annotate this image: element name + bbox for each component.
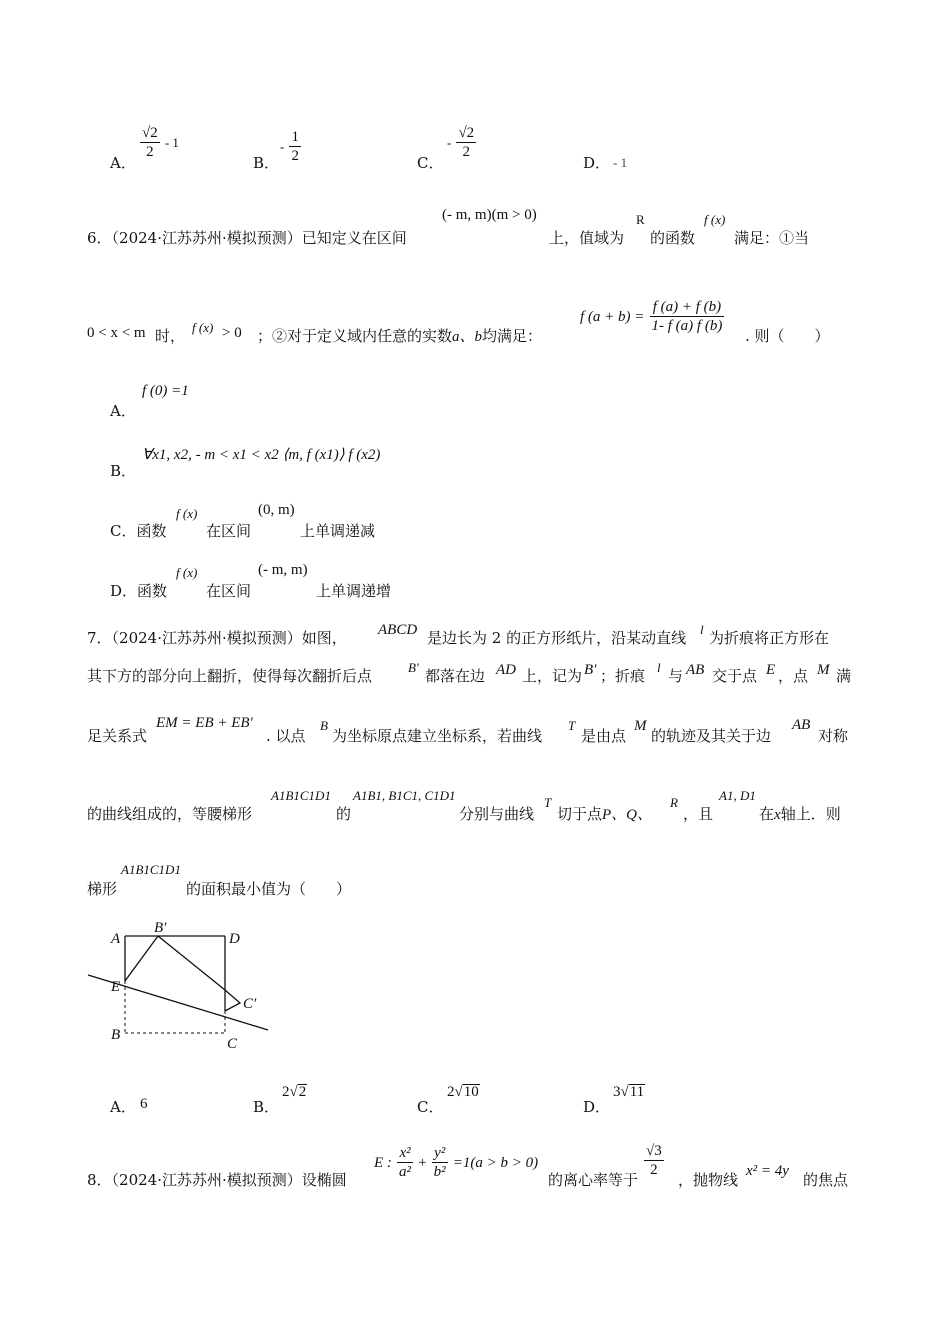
q7-trap2: A1B1C1D1 [121, 862, 181, 877]
q7-l2d: ；折痕 [600, 667, 646, 685]
label-c: C [227, 1036, 238, 1052]
q7-e: E [766, 662, 776, 678]
q6-option-a-label: A． [110, 402, 136, 420]
label-d: D [229, 931, 240, 947]
q7-l2: l [657, 660, 661, 675]
label-a: A [111, 931, 121, 947]
q6-option-b-label: B． [110, 462, 137, 480]
q5-option-c-value: - $\frac{√2}{2}$ [447, 125, 475, 160]
q5-option-a-value: $\frac{√2}{2}$ - 1 [142, 125, 179, 160]
q7-l4e: ，且 [683, 805, 714, 823]
q6-text5: 时， [155, 327, 186, 345]
q7-l3d: 是由点 [581, 727, 627, 745]
q7-ad: AD [496, 662, 516, 678]
q7-option-c: 2√10 [447, 1084, 479, 1100]
q7-option-b: 2√2 [282, 1084, 307, 1100]
q5-option-a-label: A． [110, 154, 136, 172]
edge-cprime [225, 990, 240, 1011]
q7-l2e: 与 [668, 667, 684, 685]
q6-interval: (- m, m)(m > 0) [442, 207, 537, 223]
q7-option-c-label: C． [417, 1098, 444, 1116]
q7-relation: EM = EB + EB′ [156, 715, 253, 731]
q7-l4a: 的曲线组成的，等腰梯形 [87, 805, 253, 823]
q7-t: T [568, 718, 576, 733]
q7-bprime: B′ [408, 660, 419, 675]
edge-bprime-cprime-a [158, 936, 225, 990]
q7-l1c: 为折痕将正方形在 [709, 629, 830, 647]
q5-option-d-value: - 1 [613, 155, 628, 170]
q7-l4b: 的 [336, 805, 352, 823]
q8-text4: 的焦点 [803, 1171, 849, 1189]
q7-option-b-label: B． [253, 1098, 280, 1116]
q6-option-d-mid: 在区间 [206, 582, 252, 600]
q6-fx2: f (x) [192, 320, 214, 335]
q7-l3e: 的轨迹及其关于边 [651, 727, 772, 745]
q6-cond1b: > 0 [222, 325, 242, 341]
q7-l4d: 切于点P、Q、 [557, 805, 653, 823]
q7-l2c: 上，记为 [522, 667, 583, 685]
q7-l5a: 梯形 [87, 880, 118, 898]
q7-ab: AB [686, 662, 705, 678]
q8-ellipse-eq: E : $\frac{\text{x²}}{\text{a²}}$ + $\frac{\text{y²}}{\text{b²}}$ =1(a > b > 0) [374, 1145, 539, 1180]
q7-l5b: 的面积最小值为（ ） [186, 880, 352, 898]
q6-option-c-mid: 在区间 [206, 522, 252, 540]
q6-option-d-interval: (- m, m) [258, 562, 308, 578]
q7-l3c: 为坐标原点建立坐标系，若曲线 [332, 727, 543, 745]
q6-option-c-interval: (0, m) [258, 502, 295, 518]
q6-text6: ；②对于定义域内任意的实数a、b均满足： [257, 327, 543, 345]
q5-option-d-label: D． [583, 154, 611, 172]
q7-l2f: 交于点 [712, 667, 758, 685]
q5-option-b-value: - $\frac{1}{2}$ [280, 129, 299, 164]
q6-formula: f (a + b) = $\frac{f (a) + f (b)}{1- f (a) f (b)}$ [580, 299, 723, 334]
q7-trap: A1B1C1D1 [271, 788, 331, 803]
q5-option-b-label: B． [253, 154, 280, 172]
q7-l2a: 其下方的部分向上翻折，使得每次翻折后点 [87, 667, 373, 685]
q6-option-c-label: C．函数 [110, 522, 167, 540]
label-bprime: B′ [154, 920, 167, 936]
q8-text3: ，抛物线 [678, 1171, 739, 1189]
q7-option-a-label: A． [110, 1098, 136, 1116]
q7-r: R [670, 795, 678, 810]
label-e: E [111, 979, 121, 995]
q7-l3f: 对称 [818, 727, 849, 745]
q7-l2g: ，点 [778, 667, 809, 685]
q7-l4f: 在x轴上．则 [759, 805, 841, 823]
q6-cond1: 0 < x < m [87, 325, 146, 341]
edge-e-bprime [125, 936, 158, 981]
q7-l2h: 满 [836, 667, 852, 685]
q7-l1b: 是边长为 2 的正方形纸片，沿某动直线 [427, 629, 687, 647]
q7-option-a: 6 [140, 1096, 148, 1112]
q7-m: M [817, 662, 830, 678]
q7-figure [80, 915, 280, 1055]
q8-parabola: x² = 4y [746, 1163, 789, 1179]
q6-option-c-end: 上单调递减 [300, 522, 376, 540]
q6-option-a: f (0) =1 [142, 383, 189, 399]
q7-option-d-label: D． [583, 1098, 611, 1116]
q5-option-c-label: C． [417, 154, 444, 172]
label-b: B [111, 1027, 121, 1043]
q7-option-d: 3√11 [613, 1084, 645, 1100]
q7-b: B [320, 718, 328, 733]
q7-l3b: . 以点 [266, 727, 306, 745]
q7-a1d1: A1, D1 [719, 788, 756, 803]
q7-line1: 7．（2024·江苏苏州·模拟预测）如图， [87, 629, 347, 647]
q6-range: R [636, 212, 645, 227]
q8-stem: 8．（2024·江苏苏州·模拟预测）设椭圆 [87, 1171, 347, 1189]
q6-option-d-fx: f (x) [176, 565, 198, 580]
q7-t2: T [544, 795, 552, 810]
q6-text2: 上，值域为 [549, 229, 625, 247]
q6-text4: 满足：①当 [734, 229, 810, 247]
q6-option-c-fx: f (x) [176, 506, 198, 521]
q6-option-b: ∀x1, x2, - m < x1 < x2 ⟨m, f (x1)⟩ f (x2) [142, 447, 381, 463]
q7-l4c: 分别与曲线 [459, 805, 535, 823]
q7-sides: A1B1, B1C1, C1D1 [353, 788, 456, 803]
q7-l3a: 足关系式 [87, 727, 148, 745]
q7-l: l [700, 622, 704, 637]
q7-m2: M [634, 718, 647, 734]
q6-option-d-end: 上单调递增 [316, 582, 392, 600]
q6-fx: f (x) [704, 212, 726, 227]
q7-bprime2: B′ [584, 662, 597, 678]
q7-abcd: ABCD [378, 622, 418, 638]
q6-text8: . 则（ ） [745, 327, 830, 345]
q7-ab2: AB [792, 717, 811, 733]
q7-l2b: 都落在边 [425, 667, 486, 685]
q8-text2: 的离心率等于 [548, 1171, 639, 1189]
label-cprime: C′ [243, 996, 257, 1012]
q6-stem-line1: 6．（2024·江苏苏州·模拟预测）已知定义在区间 [87, 229, 407, 247]
q8-eccentricity: $\frac{√3}{2}$ [646, 1143, 662, 1178]
q6-option-d-label: D．函数 [110, 582, 168, 600]
q6-text3: 的函数 [650, 229, 696, 247]
